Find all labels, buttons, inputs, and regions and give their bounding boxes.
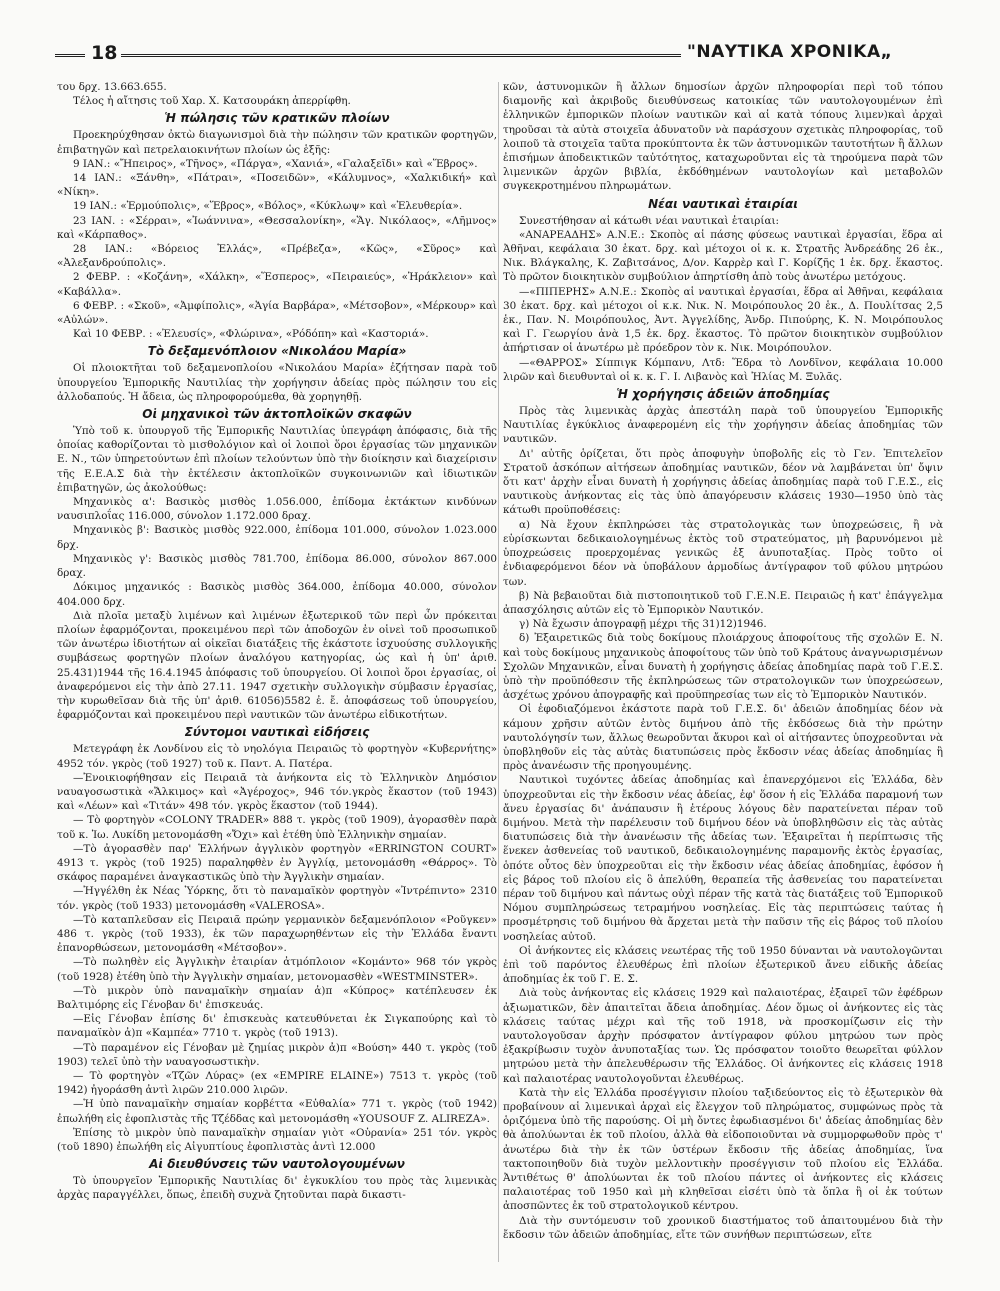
- paragraph: —Τὸ ἀγορασθὲν παρ' Ἑλλήνων ἀγγλικὸν φορτηγὸν «ERRINGTON COURT» 4913 τ. γκρὸς (τοῦ 1925) παραληφθὲν ἐν Ἀγγλίᾳ, μετονομάσθη «Θάρρος». Τὸ σκάφος παραμένει ἀναγκαστικῶς ὑπὸ τὴν Ἀγγλικὴν σημαίαν.: [57, 842, 497, 884]
- publication-title: "ΝΑΥΤΙΚΑ ΧΡΟΝΙΚΑ„: [687, 42, 893, 62]
- paragraph: Συνεστήθησαν αἱ κάτωθι νέαι ναυτικαὶ ἑταιρίαι:: [519, 214, 780, 227]
- paragraph: 14 ΙΑΝ.: «Ξάνθη», «Πάτραι», «Ποσειδῶν», «Κάλυμνος», «Χαλκιδική» καὶ «Νίκη».: [57, 172, 497, 199]
- paragraph: Ναυτικοὶ τυχόντες ἀδείας ἀποδημίας καὶ ἐπανερχόμενοι εἰς Ἑλλάδα, δὲν ὑποχρεοῦνται εἰς τὴν ἔκδοσιν νέας ἀδείας, ἐφ' ὅσον ἡ εἰς Ἑλλάδα παραμονή των ἄνευ ἐργασίας δι' ἀνάπαυσιν ἢ ἑτέρους λόγους δὲν παρατείνεται πέραν τοῦ διμήνου. Μετὰ τὴν παρέλευσιν τοῦ διμήνου δέον νὰ ὑποβληθῶσιν εἰς τὰς αὐτὰς διατυπώσεις διὰ τὴν ἀνανέωσιν τῆς ἀδείας των. Ἐξαιρεῖται ἡ περίπτωσις τῆς ἕνεκεν ἀσθενείας τοῦ ναυτικοῦ, δεδικαιολογημένης παραμονῆς ἐκτὸς ἐργασίας, ὁπότε οὗτος δὲν ὑποχρεοῦται εἰς τὴν ἔκδοσιν νέας ἀδείας ἀποδημίας, ἐφόσον ἡ εἰς βάρος τοῦ πλοίου εἰς ὃ ἀπελύθη, θεραπεία τῆς ἀσθενείας του παρατείνεται πέραν τοῦ διμήνου καὶ πάντως οὐχὶ πέραν τῆς κατὰ τὰς διατάξεις τοῦ Ἐμπορικοῦ Νόμου συμπληρώσεως τετραμήνου νοσηλείας. Εἰς τὰς περιπτώσεις ταύτας ἡ προσμέτρησις τοῦ διμήνου θὰ ἄρχεται μετὰ τὴν παῦσιν τῆς εἰς βάρος τοῦ πλοίου νοσηλείας αὐτοῦ.: [503, 774, 943, 943]
- paragraph: —Ἠγγέλθη ἐκ Νέας Ὑόρκης, ὅτι τὸ παναμαϊκὸν φορτηγὸν «Ἰντρέπιντο» 2310 τόν. γκρὸς (τοῦ 1933) μετονομάσθη «VALEROSA».: [57, 885, 497, 912]
- paragraph: —Τὸ καταπλεῦσαν εἰς Πειραιᾶ πρώην γερμανικὸν δεξαμενόπλοιον «Ροῦγκεν» 486 τ. γκρὸς (τοῦ 1933), ἐκ τῶν παραχωρηθέντων εἰς τὴν Ἑλλάδα ἔναντι ἐπανορθώσεων, μετονομάσθη «Μέτσοβον».: [57, 913, 497, 955]
- paragraph: —Τὸ μικρὸν ὑπὸ παναμαϊκὴν σημαίαν ἀ)π «Κύπρος» κατέπλευσεν ἐκ Βαλτιμόρης εἰς Γένοβαν δι' ἐπισκευάς.: [57, 984, 497, 1011]
- left-column: [57, 80, 497, 1203]
- paragraph: γ) Νὰ ἔχωσιν ἀπογραφῇ μέχρι τῆς 31)12)1946.: [519, 618, 767, 631]
- paragraph: —Ἐνοικιοφήθησαν εἰς Πειραιᾶ τὰ ἀνήκοντα εἰς τὸ Ἑλληνικὸν Δημόσιον ναυαγοσωστικὰ «Ἄλκιμος» καὶ «Ἀγέροχος», 946 τόν.γκρὸς ἕκαστον (τοῦ 1943) καὶ «Λέων» καὶ «Τιτάν» 498 τόν. γκρὸς ἕκαστον (τοῦ 1944).: [57, 771, 497, 813]
- header-rule-middle: [121, 54, 681, 57]
- paragraph: Καὶ 10 ΦΕΒΡ. : «Ἐλευσίς», «Φλώρινα», «Ρόδόπη» καὶ «Καστοριά».: [73, 328, 429, 341]
- section-heading: Ἡ χορήγησις ἀδειῶν ἀποδημίας: [616, 387, 830, 402]
- paragraph: Διὰ τοὺς ἀνήκοντας εἰς κλάσεις 1929 καὶ παλαιοτέρας, ἐξαιρεῖ τῶν ἐφέδρων ἀξιωματικῶν, δὲν ἀπαιτεῖται ἄδεια ἀποδημίας. Δέον ὅμως οἱ ἀνήκοντες εἰς τὰς κλάσεις ταύτας μέχρι καὶ τῆς τοῦ 1918, νὰ προσκομίζωσιν εἰς τὴν ναυτολογοῦσαν ἀρχὴν πρόσφατον ἀντίγραφον φύλου μητρώου των πρὸς ἐξακρίβωσιν τυχὸν ἀνυποταξίας των. Ὡς πρόσφατον τοιοῦτο θεωρεῖται φύλλον μητρώου μετὰ τὴν ἀπελευθέρωσιν τῆς Ἑλλάδος. Οἱ ἀνήκοντες εἰς κλάσεις 1918 καὶ παλαιοτέρας ναυτολογοῦνται ἐλευθέρως.: [503, 987, 943, 1085]
- paragraph: — Τὸ φορτηγὸν «COLONY TRADER» 888 τ. γκρὸς (τοῦ 1909), ἀγορασθὲν παρὰ τοῦ κ. Ἰω. Λυκίδη μετονομάσθη «Ὄχι» καὶ ἐτέθη ὑπὸ Ἑλληνικὴν σημαίαν.: [57, 814, 497, 841]
- paragraph: Οἱ πλοιοκτῆται τοῦ δεξαμενοπλοίου «Νικολάου Μαρία» ἐζήτησαν παρὰ τοῦ ὑπουργείου Ἐμπορικῆς Ναυτιλίας τὴν χορήγησιν ἀδείας πρὸς πώλησιν του εἰς ἀλλοδαπούς. Ἡ ἄδεια, ὡς πληροφορούμεθα, θὰ χορηγηθῇ.: [57, 362, 497, 403]
- column-divider: [498, 82, 499, 1262]
- paragraph: —Τὸ παραμένον εἰς Γένοβαν μὲ ζημίας μικρὸν ἀ)π «Βούση» 440 τ. γκρὸς (τοῦ 1903) τελεῖ ὑπὸ τὴν ναυαγοσωστικὴν.: [57, 1041, 497, 1068]
- paragraph: κῶν, ἀστυνομικῶν ἢ ἄλλων δημοσίων ἀρχῶν πληροφορίαι περὶ τοῦ τόπου διαμονῆς καὶ ἀκριβοῦς διευθύνσεως κατοικίας τῶν ναυτολογουμένων ἐπὶ ἑλληνικῶν ἐμπορικῶν πλοίων ναυτικῶν καὶ αἱ κατὰ τόπους λιμεν)καὶ ἀρχαὶ τηροῦσαι τὰ αὐτὰ στοιχεῖα ἀδυνατοῦν νὰ παράσχουν σχετικὰς πληροφορίας, τοῦ λοιποῦ τὰ στοιχεῖα ταῦτα προκύπτοντα ἐκ τῶν ἀστυνομικῶν ταυτοτήτων ἢ ἄλλων ἐπισήμων ἀποδεικτικῶν ταὐτότητος, καταχωροῦνται εἰς τὰ τηρούμενα παρὰ τῶν λιμενικῶν ἀρχῶν βιβλία, ἐκδόθημένων ναυτολογίων καὶ μεταβολῶν συγκεκροτημένου πληρωμάτων.: [503, 81, 943, 193]
- paragraph: Διὰ πλοῖα μεταξὺ λιμένων καὶ λιμένων ἐξωτερικοῦ τῶν περὶ ὧν πρόκειται πλοίων ἐφαρμόζονται, προκειμένου περὶ τῶν ἀποδοχῶν ἐν οἱνεὶ τοῦ προσωπικοῦ τῶν ἀνωτέρω ἰδιοτήτων αἱ οἰκεῖαι διατάξεις τῆς ἑκάστοτε ἰσχυούσης συλλογικῆς συμβάσεως φορτηγῶν πλοίων ἀναλόγου κατηγορίας, ὡς καὶ ἡ ὑπ' ἀριθ. 25.431)1944 τῆς 16.4.1945 ἀπόφασις τοῦ ὑπουργείου. Οἱ λοιποὶ ὅροι ἐργασίας, οἱ ἀναφερόμενοι εἰς τὴν ἀπὸ 27.11. 1947 σχετικὴν συλλογικὴν σύμβασιν ἐργασίας, τὴν κυρωθεῖσαν διὰ τῆς ὑπ' ἀριθ. 61056)5582 ἐ. ἔ. ἀποφάσεως τοῦ ὑπουργείου, ἐφαρμόζονται καὶ προκειμένου περὶ ναυτικῶν τῶν ἀνωτέρω εἰδικοτήτων.: [57, 609, 497, 722]
- paragraph: Ὑπὸ τοῦ κ. ὑπουργοῦ τῆς Ἐμπορικῆς Ναυτιλίας ὑπεγράφη ἀπόφασις, διὰ τῆς ὁποίας καθορίζονται τὸ μισθολόγιον καὶ οἱ λοιποὶ ὅροι ἐργασίας τῶν μηχανικῶν Ε. Ν., τῶν ὑπηρετούντων ἐπὶ πλοίων τελούντων ὑπὸ τὴν διοίκησιν καὶ διαχείρισιν τῆς Ε.Ε.Α.Σ διὰ τὴν ἐκτέλεσιν ἀκτοπλοϊκῶν συγκοινωνιῶν καὶ ἰδιωτικῶν ἐπιβατηγῶν, ὡς ἀκολούθως:: [57, 425, 497, 494]
- paragraph: Οἱ ἐφοδιαζόμενοι ἑκάστοτε παρὰ τοῦ Γ.Ε.Σ. δι' ἀδειῶν ἀποδημίας δέον νὰ κάμουν χρῆσιν αὐτῶν ἐντὸς διμήνου ἀπὸ τῆς ἐκδόσεως διὰ τὴν πρώτην ναυτολόγησίν των, ἄλλως θεωροῦνται ἄκυροι καὶ οἱ αἰτήσαντες ὑποχρεοῦνται νὰ ὑποβληθοῦν εἰς τὰς αὐτὰς διατυπώσεις πρὸς ἔκδοσιν νέας ἀδείας ἀποδημίας ἢ πρὸς ἀνανέωσιν τῆς προηγουμένης.: [503, 703, 943, 773]
- paragraph: 28 ΙΑΝ.: «Βόρειος Ἑλλάς», «Πρέβεζα», «Κῶς», «Σῦρος» καὶ «Ἀλεξανδρούπολις».: [57, 243, 497, 270]
- page-number: 18: [91, 42, 118, 64]
- paragraph: Διὰ τὴν συντόμευσιν τοῦ χρονικοῦ διαστήματος τοῦ ἀπαιτουμένου διὰ τὴν ἔκδοσιν τῶν ἀδειῶν ἀποδημίας, εἴτε τῶν συνήθων περιπτώσεων, εἴτε: [503, 1214, 943, 1241]
- paragraph: 6 ΦΕΒΡ. : «Σκοῦ», «Ἀμφίπολις», «Ἁγία Βαρβάρα», «Μέτσοβον», «Μέρκουρ» καὶ «Αὐλών».: [57, 299, 497, 327]
- section-heading: Σύντομοι ναυτικαὶ εἰδήσεις: [184, 725, 370, 740]
- paragraph: Μηχανικὸς α': Βασικὸς μισθὸς 1.056.000, ἐπίδομα ἐκτάκτων κινδύνων ναυσιπλοΐας 116.000, σύνολον 1.172.000 δραχ.: [57, 496, 497, 523]
- paragraph: του δρχ. 13.663.655.: [57, 81, 167, 93]
- right-column: [503, 80, 943, 1242]
- paragraph: Δόκιμος μηχανικός : Βασικὸς μισθὸς 364.000, ἐπίδομα 40.000, σύνολον 404.000 δρχ.: [57, 581, 497, 608]
- section-heading: Οἱ μηχανικοὶ τῶν ἀκτοπλοϊκῶν σκαφῶν: [142, 407, 412, 422]
- paragraph: — Τὸ φορτηγὸν «Τζῶν Λύρας» (ex «EMPIRE ELAINE») 7513 τ. γκρὸς (τοῦ 1942) ἠγοράσθη ἀντὶ λιρῶν 210.000 λιρῶν.: [57, 1070, 497, 1097]
- paragraph: Ἐπίσης τὸ μικρὸν ὑπὸ παναμαϊκὴν σημαίαν γιὸτ «Οὐρανία» 251 τόν. γκρὸς (τοῦ 1890) ἐπωλήθη εἰς Αἰγυπτίους ἐφοπλιστὰς ἀντὶ 12.000: [57, 1126, 497, 1154]
- paragraph: 2 ΦΕΒΡ. : «Κοζάνη», «Χάλκη», «Ἕσπερος», «Πειραιεύς», «Ἡράκλειον» καὶ «Καβάλλα».: [57, 271, 497, 298]
- paragraph: 9 ΙΑΝ.: «Ἤπειρος», «Τῆνος», «Πάργα», «Χανιά», «Γαλαξεῖδι» καὶ «Ἕβρος».: [73, 157, 478, 170]
- paragraph: —Τὸ πωληθὲν εἰς Ἀγγλικὴν ἑταιρίαν ἀτμόπλοιον «Κομάντο» 968 τόν γκρὸς (τοῦ 1928) ἐτέθη ὑπὸ τὴν Ἀγγλικὴν σημαίαν, μετονομασθὲν «WESTMINSTER».: [57, 956, 497, 983]
- paragraph: 23 ΙΑΝ. : «Σέρραι», «Ἰωάννινα», «Θεσσαλονίκη», «Ἅγ. Νικόλαος», «Λῆμνος» καὶ «Κάρπαθος».: [57, 214, 497, 241]
- paragraph: δ) Ἐξαιρετικῶς διὰ τοὺς δοκίμους πλοιάρχους ἀποφοίτους τῆς σχολῶν Ε. Ν. καὶ τοὺς δοκίμους μηχανικοὺς ἀποφοίτους τῶν ὑπὸ τοῦ Κράτους ἀναγνωρισμένων Σχολῶν Μηχανικῶν, εἶναι δυνατὴ ἡ χορήγησις ἀδείας ἀποδημίας παρὰ τοῦ Γ.Ε.Σ. ὑπὸ τὴν προϋπόθεσιν τῆς ἐκπληρώσεως τῶν στρατολογικῶν των ὑποχρεώσεων, ἀσχέτως χρόνου ἀπογραφῆς καὶ προϋπηρεσίας των εἰς τὸ Ἐμπορικὸν Ναυτικόν.: [503, 632, 943, 702]
- paragraph: Μηχανικὸς γ': Βασικὸς μισθὸς 781.700, ἐπίδομα 86.000, σύνολον 867.000 δραχ.: [57, 552, 497, 580]
- paragraph: «ΑΝΑΡΕΑΔΗΣ» Α.Ν.Ε.: Σκοπὸς αἱ πάσης φύσεως ναυτικαὶ ἐργασίαι, ἕδρα αἱ Ἀθῆναι, κεφάλαια 30 ἑκατ. δρχ. καὶ μέτοχοι οἱ κ. κ. Στρατῆς Ἀνδρεάδης 26 ἑκ., Νικ. Βλάγκαλης, Κ. Ζαβιτσάνος, Δ/ον. Καρρὲρ καὶ Γ. Κορίζῆς 1 ἑκ. δρχ. ἕκαστος. Τὸ πρῶτον διοικητικὸν συμβούλιον ἀπηρτίσθη ἀπὸ τοὺς ἀνωτέρω μετόχους.: [503, 228, 943, 284]
- paragraph: Μετεγράφη ἐκ Λονδίνου εἰς τὸ νηολόγια Πειραιῶς τὸ φορτηγὸν «Κυβερνήτης» 4952 τόν. γκρὸς (τοῦ 1927) τοῦ κ. Παντ. Α. Πατέρα.: [57, 743, 497, 770]
- paragraph: —«ΘΑΡΡΟΣ» Σίππιγκ Κόμπανυ, Λτδ: Ἕδρα τὸ Λονδῖνον, κεφάλαια 10.000 λιρῶν καὶ διευθυνταὶ οἱ κ. κ. Γ. Ι. Λιβανὸς καὶ Ἠλίας Μ. Ξυλᾶς.: [503, 356, 943, 383]
- paragraph: β) Νὰ βεβαιοῦται διὰ πιστοποιητικοῦ τοῦ Γ.Ε.Ν.Ε. Πειραιῶς ἡ κατ' ἐπάγγελμα ἀπασχόλησις αὐτῶν εἰς τὸ Ἐμπορικὸν Ναυτικόν.: [503, 589, 943, 616]
- paragraph: —Ἡ ὑπὸ παναμαϊκὴν σημαίαν κορβέττα «Εὐθαλία» 771 τ. γκρὸς (τοῦ 1942) ἐπωλήθη εἰς ἐφοπλιστὰς τῆς Τζέδδας καὶ μετονομάσθη «YOUSOUF Z. ALIREZA».: [57, 1098, 497, 1125]
- section-heading: Ἡ πώλησις τῶν κρατικῶν πλοίων: [164, 111, 390, 126]
- section-heading: Τὸ δεξαμενόπλοιον «Νικολάου Μαρία»: [147, 344, 407, 359]
- paragraph: Οἱ ἀνήκοντες εἰς κλάσεις νεωτέρας τῆς τοῦ 1950 δύνανται νὰ ναυτολογῶνται ἐπὶ τοῦ παρόντος ἐλευθέρως ἐπὶ πλοίων ἐξωτερικοῦ ἄνευ εἰδικῆς ἀδείας ἀποδημίας ἐκ τοῦ Γ. Ε. Σ.: [503, 944, 943, 986]
- paragraph: Κατὰ τὴν εἰς Ἑλλάδα προσέγγισιν πλοίου ταξιδεύοντος εἰς τὸ ἐξωτερικὸν θὰ προβαίνουν αἱ λιμενικαὶ ἀρχαὶ εἰς ἔλεγχον τοῦ πληρώματος, συμφώνως πρὸς τὰ ὁριζόμενα ὑπὸ τῆς παρούσης. Οἱ μὴ ὄντες ἐφωδιασμένοι δι' ἀδείας ἀποδημίας δὲν θὰ ἀπολύωνται ἐκ τοῦ πλοίου, ἀλλὰ θὰ εἰδοποιοῦνται νὰ συμμορφωθοῦν πρὸς τ' ἀνωτέρω διὰ τὴν ἐκ τῶν ὑστέρων ἔκδοσιν τῆς ἀδείας ἀποδημίας, ἵνα τακτοποιηθοῦν διὰ τυχὸν μελλοντικὴν προσέγγισιν τοῦ πλοίου εἰς Ἑλλάδα. Ἀντιθέτως θ' ἀπολύωνται ἐκ τοῦ πλοίου πάντες οἱ ἀνήκοντες εἰς κλάσεις παλαιοτέρας τοῦ 1950 καὶ μὴ κληθεῖσαι εἰσέτι ὑπὸ τὰ ὅπλα ἢ οἱ ἐκ τούτων ἀποσπῶντες ἐκ τοῦ στρατολογικοῦ κέντρου.: [503, 1086, 943, 1213]
- paragraph: Τέλος ἡ αἴτησις τοῦ Χαρ. Χ. Κατσουράκη ἀπερρίφθη.: [73, 95, 351, 108]
- paragraph: —«ΠΙΠΕΡΗΣ» Α.Ν.Ε.: Σκοπὸς αἱ ναυτικαὶ ἐργασίαι, ἕδρα αἱ Ἀθῆναι, κεφάλαια 30 ἑκατ. δρχ. καὶ μέτοχοι οἱ κ.κ. Νικ. Ν. Μοιρόπουλος 20 ἑκ., Δ. Πουλίτσας 2,5 ἑκ., Παν. Ν. Μοιρόπουλος, Ἀντ. Ἀγγελίδης, Ἀνδρ. Πιπούρης, Κ. Ν. Μοιρόπουλος καὶ Γ. Γεωργίου ἀνὰ 1,5 ἑκ. δρχ. ἕκαστος. Τὸ πρῶτον διοικητικὸν συμβούλιον ἀπήρτισαν οἱ ἀνωτέρω μὲ πρόεδρον τὸν κ. Νικ. Μοιρόπουλον.: [503, 285, 943, 355]
- paragraph: Τὸ ὑπουργεῖον Ἐμπορικῆς Ναυτιλίας δι' ἐγκυκλίου του πρὸς τὰς λιμενικὰς ἀρχὰς παραγγέλλει, ὅπως, ἐπειδὴ συχνὰ ζητοῦνται παρὰ δικαστι-: [57, 1175, 497, 1202]
- page-header: [55, 40, 945, 70]
- paragraph: 19 ΙΑΝ.: «Ἑρμούπολις», «Ἕβρος», «Βόλος», «Κύκλωψ» καὶ «Ἐλευθερία».: [73, 200, 463, 213]
- paragraph: α) Νὰ ἔχουν ἐκπληρώσει τὰς στρατολογικὰς των ὑποχρεώσεις, ἢ νὰ εὑρίσκωνται δεδικαιολογημένως ἐκτὸς τοῦ στρατεύματος, μὴ βαρυνόμενοι μὲ ὑποχρεώσεις προερχομένας γενικῶς ἐξ ἀνυποταξίας. Πρὸς τοῦτο οἱ ἐνδιαφερόμενοι δέον νὰ ὑποβάλουν ἁρμοδίως ἀντίγραφον τοῦ φύλου μητρώου των.: [503, 518, 943, 588]
- paragraph: —Εἰς Γένοβαν ἐπίσης δι' ἐπισκευὰς κατευθύνεται ἐκ Σιγκαπούρης καὶ τὸ παναμαϊκὸν ἀ)π «Καμπέα» 7710 τ. γκρὸς (τοῦ 1913).: [57, 1013, 497, 1040]
- section-heading: Νέαι ναυτικαὶ ἑταιρίαι: [648, 196, 798, 211]
- paragraph: Μηχανικὸς β': Βασικὸς μισθὸς 922.000, ἐπίδομα 101.000, σύνολον 1.023.000 δρχ.: [57, 524, 497, 551]
- header-rule-left: [55, 54, 85, 57]
- paragraph: Δι' αὐτῆς ὁρίζεται, ὅτι πρὸς ἀποφυγὴν ὑποβολῆς εἰς τὸ Γεν. Ἐπιτελεῖον Στρατοῦ ἀσκόπων αἰτήσεων ἀποδημίας ναυτικῶν, δέον νὰ λαμβάνεται ὑπ' ὄψιν ὅτι κατ' ἀρχὴν εἶναι δυνατὴ ἡ χορήγησις ἀδείας ἀποδημίας παρὰ τοῦ Γ.Ε.Σ., εἰς ναυτικοὺς ἀνήκοντας εἰς τὰς ὑπὸ ἀπαγόρευσιν κλάσεις 1930—1950 ὑπὸ τὰς κάτωθι προϋποθέσεις:: [503, 447, 943, 517]
- section-heading: Αἱ διευθύνσεις τῶν ναυτολογουμένων: [149, 1157, 405, 1172]
- paragraph: Πρὸς τὰς λιμενικὰς ἀρχὰς ἀπεστάλη παρὰ τοῦ ὑπουργείου Ἐμπορικῆς Ναυτιλίας ἐγκύκλιος ἀναφερομένη εἰς τὴν χορήγησιν ἀδείας ἀποδημίας τῶν ναυτικῶν.: [503, 405, 943, 446]
- paragraph: Προεκηρύχθησαν ὀκτὼ διαγωνισμοὶ διὰ τὴν πώλησιν τῶν κρατικῶν φορτηγῶν, ἐπιβατηγῶν καὶ πετρελαιοκινήτων πλοίων ὡς ἑξῆς:: [57, 129, 497, 156]
